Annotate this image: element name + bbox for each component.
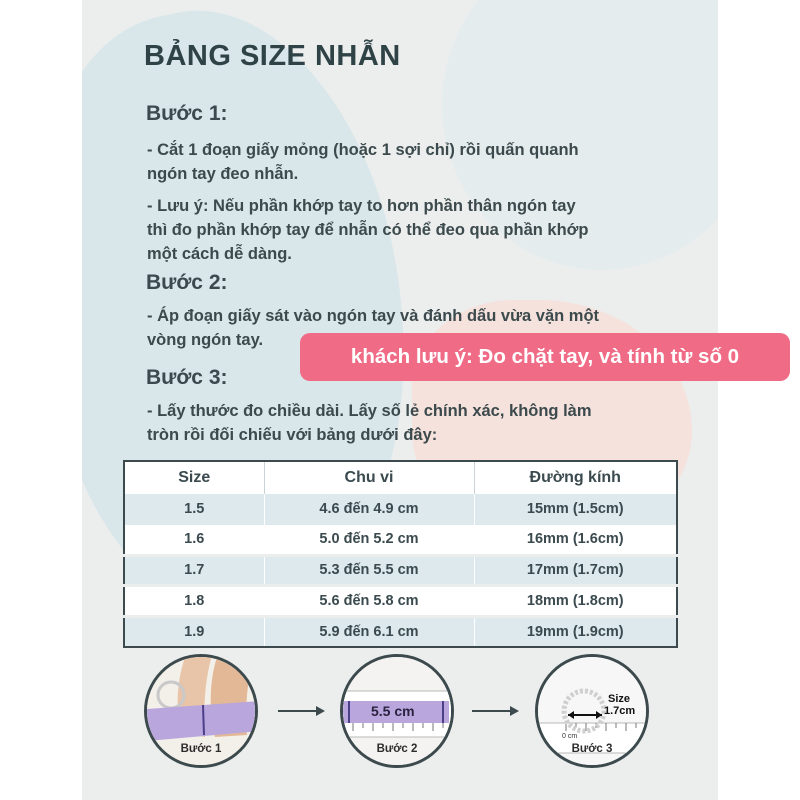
step-3-line: tròn rồi đối chiếu với bảng dưới đây: <box>147 426 438 444</box>
page-title: BẢNG SIZE NHẪN <box>144 40 401 72</box>
cell-circumference: 5.3 đến 5.5 cm <box>264 555 474 586</box>
note-banner: khách lưu ý: Đo chặt tay, và tính từ số 0 <box>300 333 790 381</box>
step-3-text <box>147 399 687 447</box>
step-1-text <box>147 138 687 266</box>
step-1-caption: Bước 1 <box>180 743 222 755</box>
step-3-illustration <box>535 654 649 768</box>
cell-circumference: 5.9 đến 6.1 cm <box>264 616 474 647</box>
step-1-line: ngón tay đeo nhẫn. <box>147 165 299 183</box>
cell-circumference: 4.6 đến 4.9 cm <box>264 494 474 525</box>
step-1-line: thì đo phần khớp tay để nhẫn có thể đeo qua phần khớp <box>147 221 589 239</box>
step-2-measure-label: 5.5 cm <box>371 703 415 719</box>
cell-size: 1.6 <box>124 525 264 556</box>
step-3-heading: Bước 3: <box>146 366 228 389</box>
step-3-size-label: Size <box>608 693 631 705</box>
step-2-illustration <box>340 654 454 768</box>
cell-diameter: 15mm (1.5cm) <box>474 494 677 525</box>
arrow-right-icon <box>470 703 522 719</box>
table-row <box>124 586 677 617</box>
header-circumference: Chu vi <box>264 461 474 494</box>
step-2-caption: Bước 2 <box>376 743 418 755</box>
cell-size: 1.8 <box>124 586 264 617</box>
table-row <box>124 555 677 586</box>
cell-circumference: 5.0 đến 5.2 cm <box>264 525 474 556</box>
table-header-row <box>124 461 677 494</box>
step-2-line: - Áp đoạn giấy sát vào ngón tay và đánh dấu vừa vặn một <box>147 307 600 325</box>
arrow-right-icon <box>276 703 328 719</box>
step-1-heading: Bước 1: <box>146 102 228 125</box>
header-size: Size <box>124 461 264 494</box>
cell-diameter: 18mm (1.8cm) <box>474 586 677 617</box>
step-2-heading: Bước 2: <box>146 271 228 294</box>
step-3-caption: Bước 3 <box>571 743 613 755</box>
cell-size: 1.7 <box>124 555 264 586</box>
table-row <box>124 616 677 647</box>
step-1-line: - Cắt 1 đoạn giấy mỏng (hoặc 1 sợi chỉ) rồi quấn quanh <box>147 141 579 159</box>
cell-size: 1.5 <box>124 494 264 525</box>
cell-diameter: 17mm (1.7cm) <box>474 555 677 586</box>
cell-size: 1.9 <box>124 616 264 647</box>
cell-diameter: 16mm (1.6cm) <box>474 525 677 556</box>
step-3-size-value: 1.7cm <box>604 705 636 717</box>
step-3-line: - Lấy thước đo chiều dài. Lấy số lẻ chính xác, không làm <box>147 402 592 420</box>
step-1-line: một cách dễ dàng. <box>147 245 292 263</box>
cell-diameter: 19mm (1.9cm) <box>474 616 677 647</box>
step-1-illustration <box>144 654 258 768</box>
step-2-line: vòng ngón tay. <box>147 331 264 349</box>
table-row <box>124 525 677 556</box>
step-1-line: - Lưu ý: Nếu phần khớp tay to hơn phần thân ngón tay <box>147 197 576 215</box>
step-3-ruler-zero: 0 cm <box>562 733 578 740</box>
header-diameter: Đường kính <box>474 461 677 494</box>
cell-circumference: 5.6 đến 5.8 cm <box>264 586 474 617</box>
ring-size-table <box>123 460 678 648</box>
table-row <box>124 494 677 525</box>
